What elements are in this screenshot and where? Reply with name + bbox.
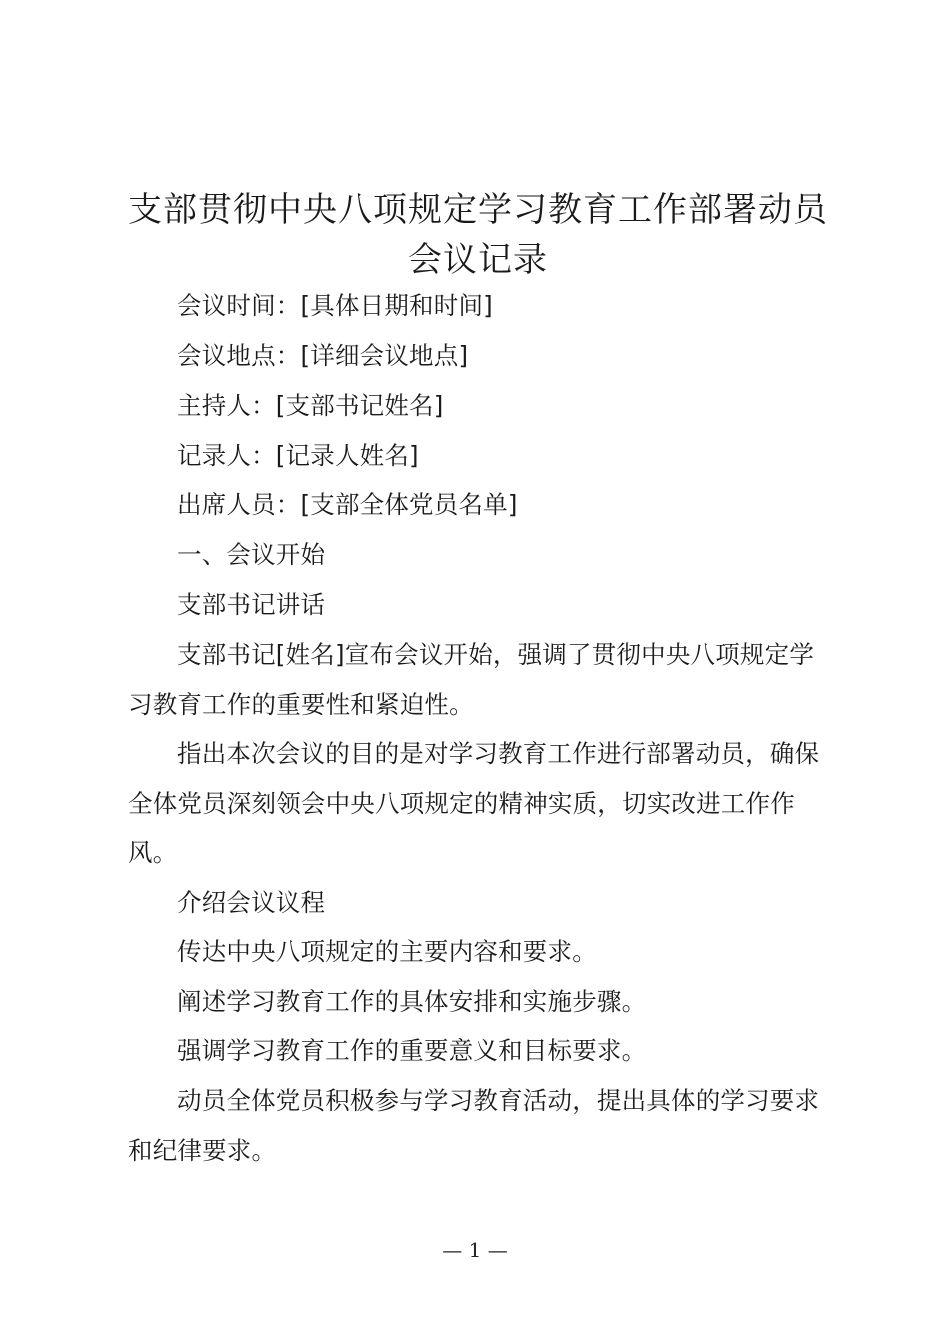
agenda-item: 阐述学习教育工作的具体安排和实施步骤。 [177, 987, 647, 1016]
agenda-item: 传达中央八项规定的主要内容和要求。 [177, 937, 597, 966]
section-heading: 一、会议开始 [177, 540, 326, 569]
agenda-item: 动员全体党员积极参与学习教育活动，提出具体的学习要求和纪律要求。 [128, 1086, 820, 1165]
agenda-item: 强调学习教育工作的重要意义和目标要求。 [177, 1036, 647, 1065]
subsection-heading: 介绍会议议程 [177, 888, 326, 917]
meeting-recorder: 记录人：[记录人姓名] [177, 441, 419, 470]
meeting-attendees: 出席人员：[支部全体党员名单] [177, 490, 518, 519]
meeting-host: 主持人：[支部书记姓名] [177, 391, 444, 420]
page-number: — 1 — [442, 1238, 508, 1262]
document-title-line-1: 支部贯彻中央八项规定学习教育工作部署动员 [128, 190, 828, 230]
meeting-time: 会议时间：[具体日期和时间] [177, 291, 493, 320]
meeting-location: 会议地点：[详细会议地点] [177, 341, 469, 370]
document-title-line-2: 会议记录 [408, 240, 548, 280]
subsection-heading: 支部书记讲话 [177, 590, 326, 619]
body-paragraph: 支部书记[姓名]宣布会议开始，强调了贯彻中央八项规定学习教育工作的重要性和紧迫性。 [128, 640, 815, 719]
body-paragraph: 指出本次会议的目的是对学习教育工作进行部署动员，确保全体党员深刻领会中央八项规定的精神实质，切实改进工作作风。 [128, 739, 820, 867]
